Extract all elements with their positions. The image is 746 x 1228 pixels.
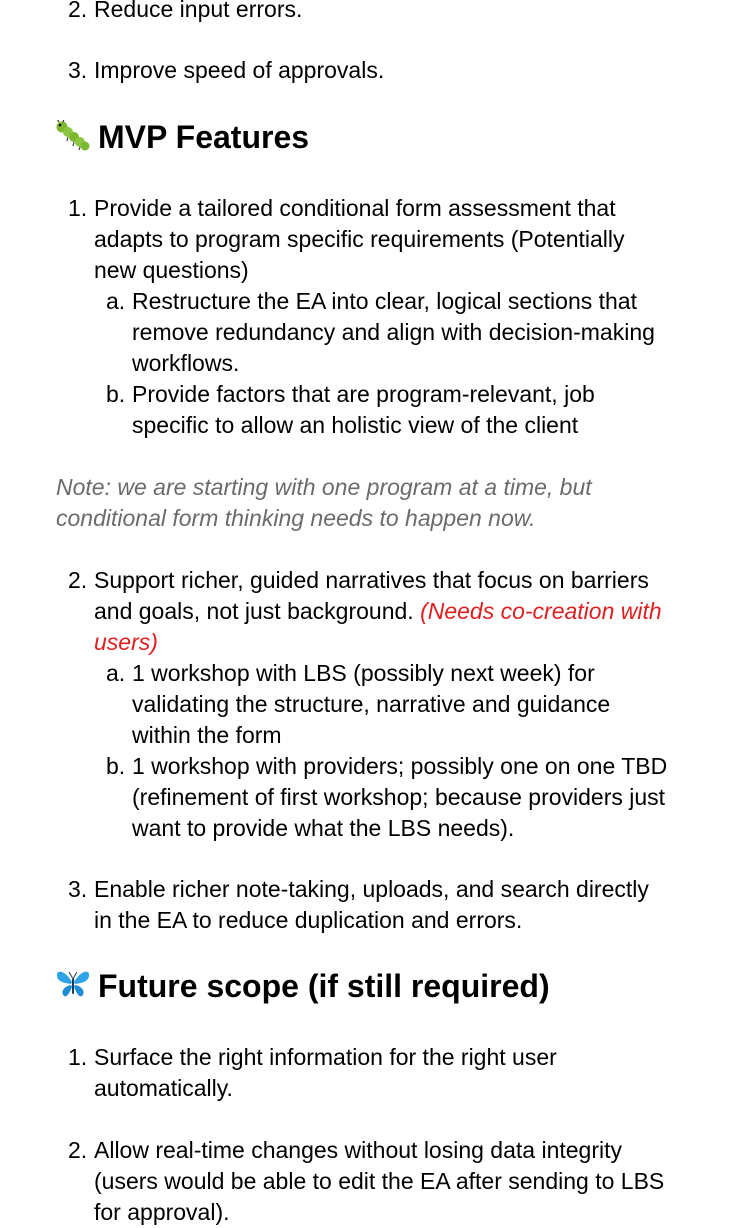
note-text: conditional form thinking needs to happen now. xyxy=(56,505,536,531)
mvp-heading: MVP Features xyxy=(98,119,310,155)
list-item-text: for approval). xyxy=(94,1199,230,1225)
sublist-letter: a. xyxy=(106,660,126,686)
list-item-text: Reduce input errors. xyxy=(94,0,303,22)
sublist-item-text: specific to allow an holistic view of the client xyxy=(132,412,579,438)
note-text: Note: we are starting with one program at a time, but xyxy=(56,474,592,500)
list-item-text xyxy=(94,596,662,627)
list-item-text: adapts to program specific requirements (Potentially xyxy=(94,226,625,252)
list-item-text: Allow real-time changes without losing data integrity xyxy=(94,1137,622,1163)
list-item-plain: and goals, not just background. xyxy=(94,598,421,624)
sublist-item-text: workflows. xyxy=(132,350,240,376)
future-scope-heading: Future scope (if still required) xyxy=(98,968,550,1004)
list-item-text: Enable richer note-taking, uploads, and search directly xyxy=(94,876,649,902)
list-item-text: automatically. xyxy=(94,1075,233,1101)
sublist-item-text: (refinement of first workshop; because providers just xyxy=(132,784,666,810)
caterpillar-icon xyxy=(55,120,91,157)
list-number: 1. xyxy=(68,1044,88,1070)
list-number: 1. xyxy=(68,195,88,221)
sublist-item-text: 1 workshop with providers; possibly one on one TBD xyxy=(132,753,668,779)
list-item-text: Provide a tailored conditional form assessment that xyxy=(94,195,616,221)
sublist-item-text: validating the structure, narrative and guidance xyxy=(132,691,611,717)
list-number: 2. xyxy=(68,0,88,22)
list-item-text: in the EA to reduce duplication and errors. xyxy=(94,907,523,933)
list-number: 3. xyxy=(68,876,88,902)
butterfly-icon xyxy=(55,968,91,1005)
sublist-letter: b. xyxy=(106,381,126,407)
sublist-item-text: want to provide what the LBS needs). xyxy=(132,815,515,841)
sublist-item-text: Provide factors that are program-relevant, job xyxy=(132,381,595,407)
list-item-text: new questions) xyxy=(94,257,249,283)
sublist-letter: a. xyxy=(106,288,126,314)
sublist-letter: b. xyxy=(106,753,126,779)
list-item-text: Surface the right information for the right user xyxy=(94,1044,557,1070)
sublist-item-text: remove redundancy and align with decision-making xyxy=(132,319,655,345)
list-number: 2. xyxy=(68,567,88,593)
list-number: 3. xyxy=(68,57,88,83)
list-item-text: (users would be able to edit the EA after sending to LBS xyxy=(94,1168,665,1194)
list-item-text: Support richer, guided narratives that focus on barriers xyxy=(94,567,649,593)
cocreation-note: (Needs co-creation with xyxy=(420,598,662,624)
list-number: 2. xyxy=(68,1137,88,1163)
list-item-text: Improve speed of approvals. xyxy=(94,57,385,83)
cocreation-note: users) xyxy=(94,629,158,655)
sublist-item-text: 1 workshop with LBS (possibly next week) for xyxy=(132,660,595,686)
sublist-item-text: Restructure the EA into clear, logical sections that xyxy=(132,288,637,314)
sublist-item-text: within the form xyxy=(132,722,282,748)
